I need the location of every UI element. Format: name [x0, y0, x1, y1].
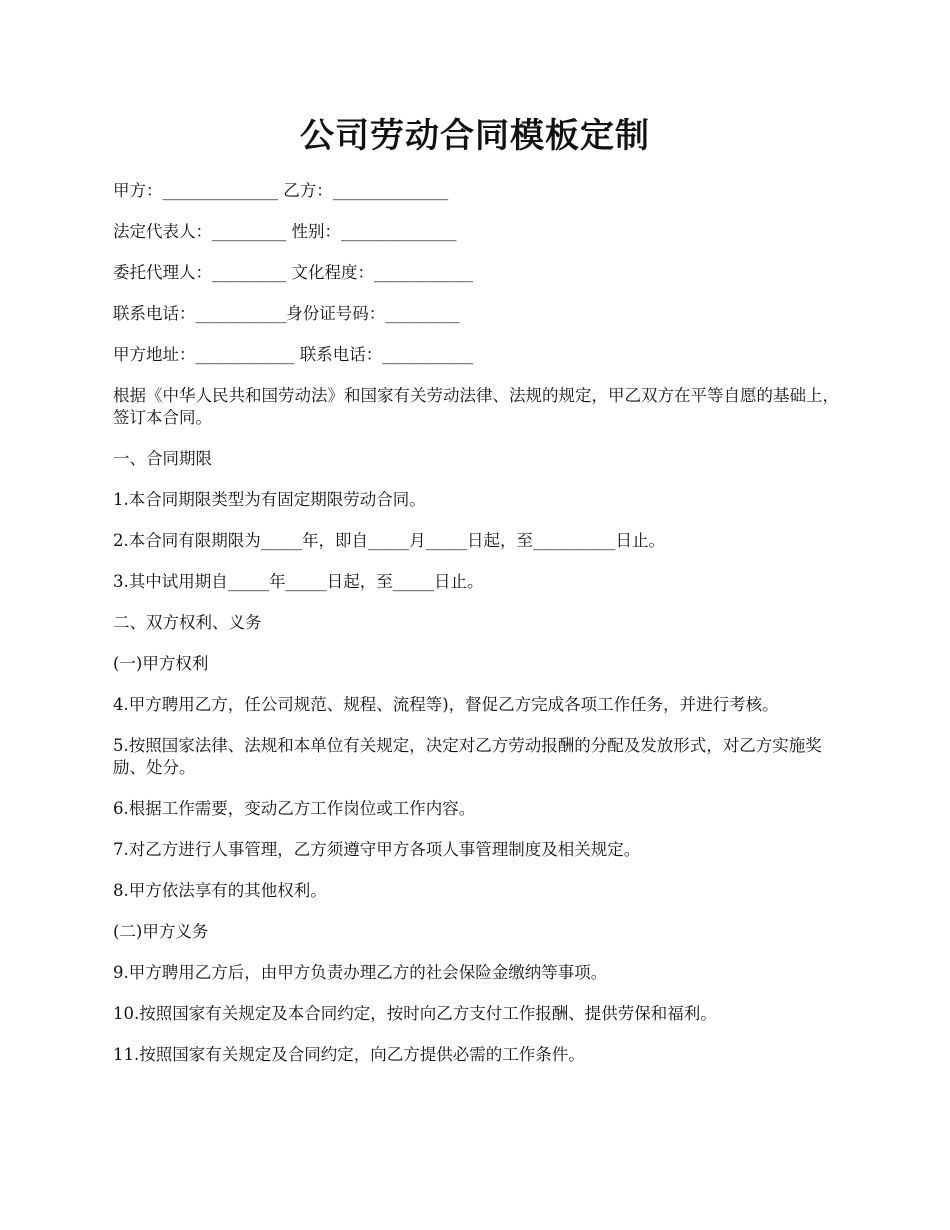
agent-line: 委托代理人：_________ 文化程度：____________ — [113, 263, 473, 282]
contact-id-line: 联系电话：___________身份证号码：_________ — [113, 304, 460, 323]
clause-4: 4.甲方聘用乙方，任公司规范、规程、流程等)，督促乙方完成各项工作任务，并进行考核。 — [113, 695, 779, 714]
subheading-party-a-duties: (二)甲方义务 — [113, 922, 209, 941]
clause-9: 9.甲方聘用乙方后，由甲方负责办理乙方的社会保险金缴纳等事项。 — [113, 963, 608, 982]
clause-2: 2.本合同有限期限为_____年，即自_____月_____日起，至__________日止。 — [113, 531, 665, 550]
subheading-party-a-rights: (一)甲方权利 — [113, 654, 209, 673]
preamble-paragraph: 根据《中华人民共和国劳动法》和国家有关劳动法律、法规的规定，甲乙双方在平等自愿的基础上，签订本合同。 — [113, 386, 839, 427]
document-title: 公司劳动合同模板定制 — [300, 116, 650, 156]
party-line: 甲方：______________ 乙方：______________ — [113, 181, 449, 200]
representative-line: 法定代表人：_________ 性别：______________ — [113, 222, 457, 241]
clause-3: 3.其中试用期自_____年_____日起，至_____日止。 — [113, 572, 484, 591]
clause-7: 7.对乙方进行人事管理，乙方须遵守甲方各项人事管理制度及相关规定。 — [113, 840, 641, 859]
section-heading-term: 一、合同期限 — [113, 449, 212, 468]
clause-10: 10.按照国家有关规定及本合同约定，按时向乙方支付工作报酬、提供劳保和福利。 — [113, 1004, 717, 1023]
address-line: 甲方地址：____________ 联系电话：___________ — [113, 345, 473, 364]
section-heading-rights: 二、双方权利、义务 — [113, 613, 262, 632]
clause-1: 1.本合同期限类型为有固定期限劳动合同。 — [113, 490, 426, 509]
clause-5: 5.按照国家法律、法规和本单位有关规定，决定对乙方劳动报酬的分配及发放形式，对乙方实施奖励、处分。 — [113, 736, 822, 777]
document-body — [113, 180, 843, 1085]
clause-8: 8.甲方依法享有的其他权利。 — [113, 881, 327, 900]
clause-11: 11.按照国家有关规定及合同约定，向乙方提供必需的工作条件。 — [113, 1045, 585, 1064]
clause-6: 6.根据工作需要，变动乙方工作岗位或工作内容。 — [113, 799, 476, 818]
